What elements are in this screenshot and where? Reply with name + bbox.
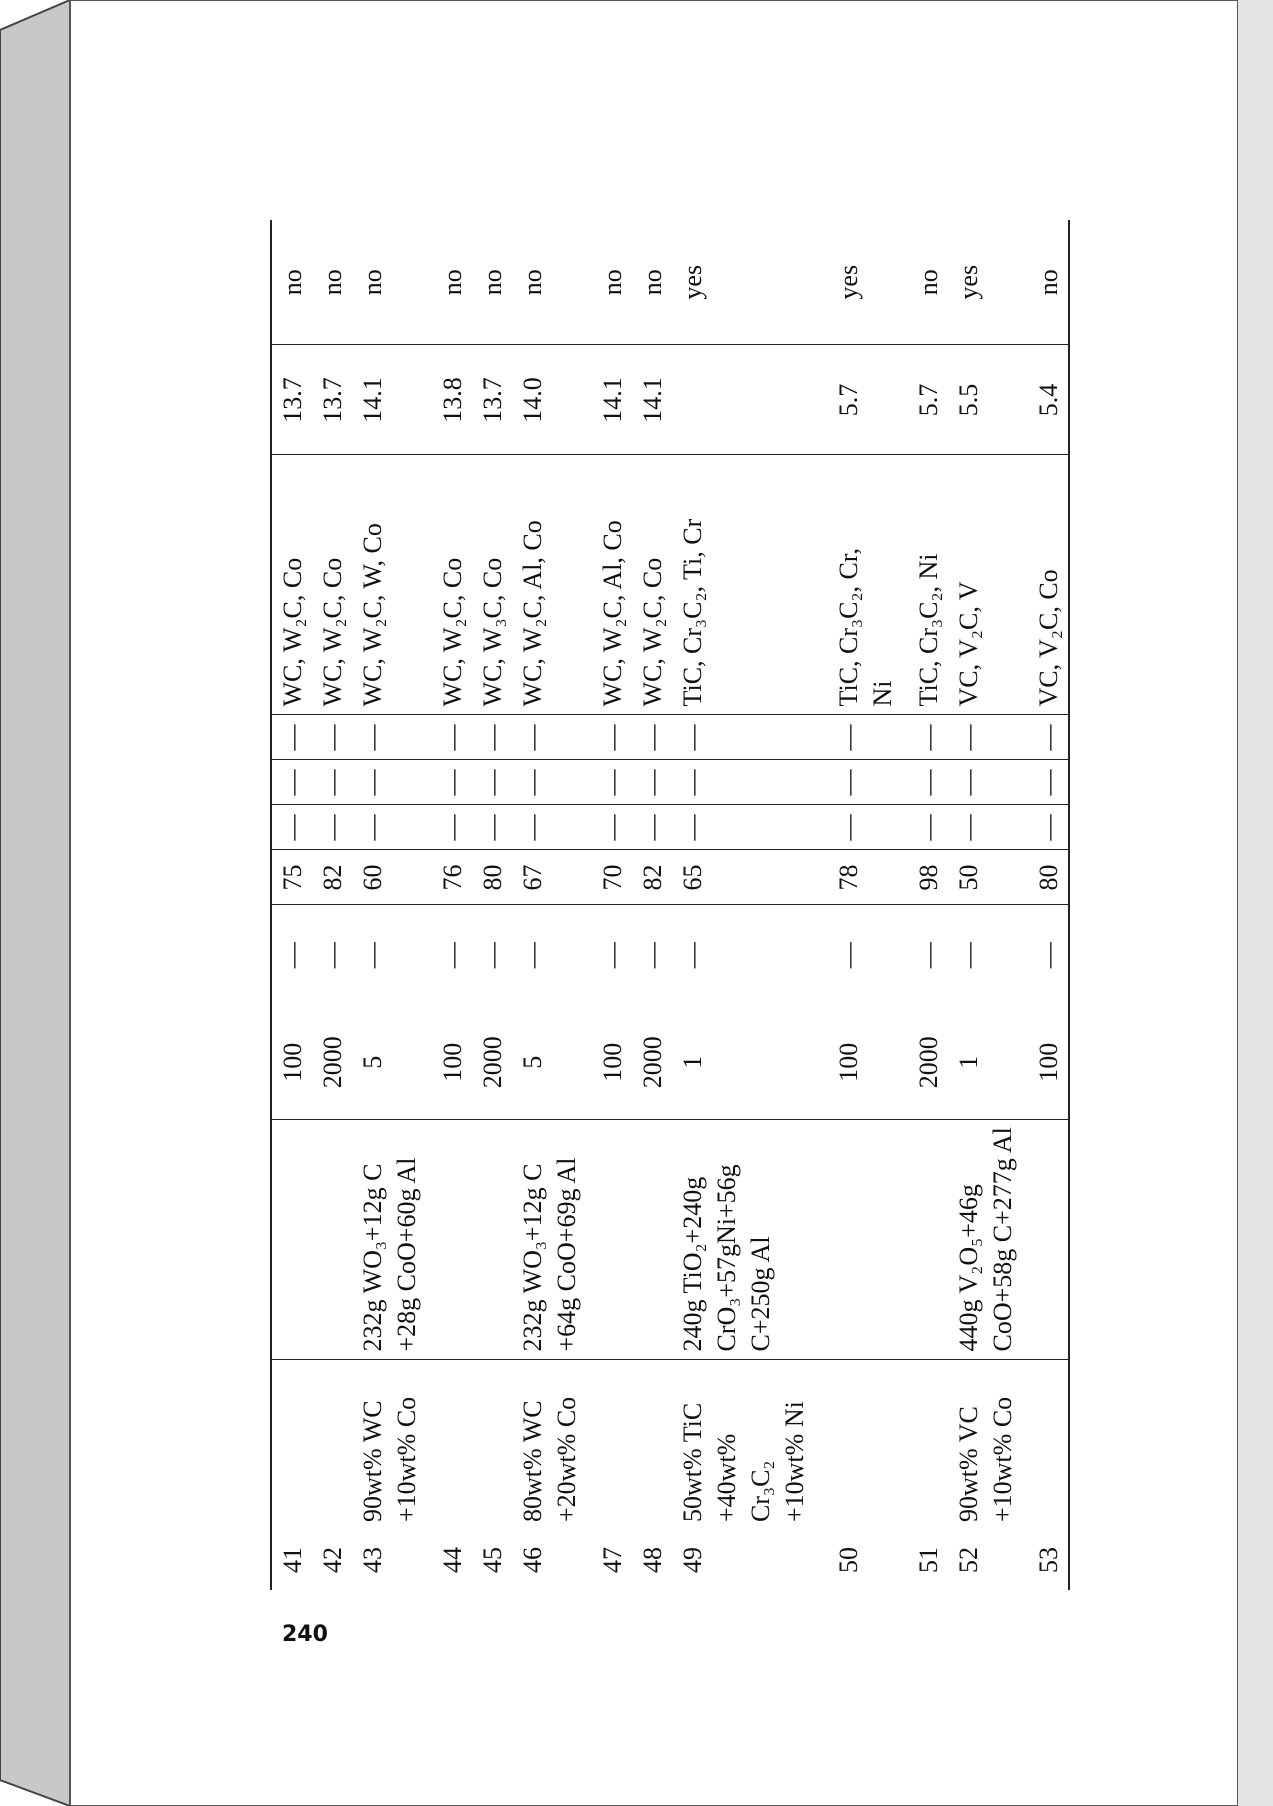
table-row [632,220,672,1590]
col6-value: — [432,715,472,760]
col2-value: — [478,942,507,969]
density-cell: 13.7 [472,345,512,455]
reactants-cell [592,1120,632,1360]
col1-value: 100 [828,1005,908,1120]
col5-value: — [352,760,432,805]
col5-value: — [632,760,672,805]
col6-value: — [1028,715,1069,760]
composition-cell [1028,1360,1069,1530]
col6-value: — [672,715,828,760]
table-row [512,220,592,1590]
col4-value: — [592,805,632,850]
reactants-cell [432,1120,472,1360]
col1-value: 100 [1028,1005,1069,1120]
table-row [592,220,632,1590]
col3-value: 65 [672,850,828,905]
col1-value: 2000 [312,1005,352,1120]
table-row [352,220,432,1590]
flag-cell: no [908,220,948,345]
col4-value: — [472,805,512,850]
table-row [672,220,828,1590]
col6-value: — [828,715,908,760]
col1-value: 100 [592,1005,632,1120]
col3-value: 78 [828,850,908,905]
col4-value: — [512,805,592,850]
flag-cell: no [632,220,672,345]
col3-value: 76 [432,850,472,905]
reactants-cell [1028,1120,1069,1360]
composition-cell [828,1360,908,1530]
density-cell: 5.7 [908,345,948,455]
row-number: 41 [278,1547,307,1573]
reactants-cell: 232g WO₃+12g C +28g CoO+60g Al [352,1120,432,1360]
col2-value: — [638,942,667,969]
col3-value: 50 [948,850,1028,905]
col4-value: — [432,805,472,850]
col1-value: 100 [271,1005,312,1120]
reactants-cell: 240g TiO₂+240g CrO₃+57gNi+56g C+250g Al [672,1120,828,1360]
composition-cell [472,1360,512,1530]
col4-value: — [312,805,352,850]
col2-value: — [914,942,943,969]
col5-value: — [908,760,948,805]
phases-cell: WC, W₂C, Co [271,455,312,715]
phases-cell: VC, V₂C, Co [1028,455,1069,715]
density-cell: 5.4 [1028,345,1069,455]
col1-value: 2000 [472,1005,512,1120]
flag-cell: no [472,220,512,345]
phases-cell: TiC, Cr₃C₂, Ni [908,455,948,715]
composition-cell [312,1360,352,1530]
row-number: 49 [678,1547,707,1573]
density-cell: 14.1 [592,345,632,455]
col5-value: — [1028,760,1069,805]
flag-cell: no [312,220,352,345]
col2-value: — [1034,942,1063,969]
table-row [472,220,512,1590]
phases-cell: WC, W₂C, Co [432,455,472,715]
reactants-cell [908,1120,948,1360]
col1-value: 5 [512,1005,592,1120]
composition-cell [632,1360,672,1530]
col4-value: — [908,805,948,850]
col6-value: — [908,715,948,760]
col2-value: — [318,942,347,969]
col5-value: — [312,760,352,805]
density-cell: 5.7 [828,345,908,455]
row-number: 45 [478,1547,507,1573]
flag-cell: no [432,220,472,345]
col1-value: 1 [948,1005,1028,1120]
composition-cell: 90wt% VC +10wt% Co [954,1396,1017,1522]
col2-value: — [278,942,307,969]
phases-cell: WC, W₂C, W, Co [352,455,432,715]
phases-cell: WC, W₂C, Co [632,455,672,715]
col6-value: — [632,715,672,760]
col3-value: 82 [632,850,672,905]
col5-value: — [271,760,312,805]
col4-value: — [1028,805,1069,850]
table-row [908,220,948,1590]
density-cell: 13.8 [432,345,472,455]
col5-value: — [512,760,592,805]
col3-value: 60 [352,850,432,905]
phases-cell: WC, W₃C, Co [472,455,512,715]
composition-cell: 90wt% WC +10wt% Co [358,1396,421,1522]
reactants-cell: 440g V₂O₅+46g CoO+58g C+277g Al [948,1120,1028,1360]
col4-value: — [828,805,908,850]
flag-cell: no [1028,220,1069,345]
phases-cell: WC, W₂C, Co [312,455,352,715]
row-number: 43 [358,1547,387,1573]
row-number: 42 [318,1547,347,1573]
flag-cell: yes [672,220,828,345]
composition-cell [432,1360,472,1530]
col1-value: 5 [352,1005,432,1120]
col2-value: — [438,942,467,969]
col6-value: — [948,715,1028,760]
col2-value: — [678,942,707,969]
col4-value: — [632,805,672,850]
col3-value: 82 [312,850,352,905]
col6-value: — [271,715,312,760]
flag-cell: yes [948,220,1028,345]
rotated-table-container [270,220,1100,1590]
composition-cell: 80wt% WC +20wt% Co [518,1396,581,1522]
table-body [271,220,1069,1590]
phases-cell: TiC, Cr₃C₂, Cr, Ni [828,455,908,715]
col6-value: — [352,715,432,760]
phases-cell: TiC, Cr₃C₂, Ti, Cr [672,455,828,715]
density-cell: 14.0 [512,345,592,455]
phases-cell: WC, W₂C, Al, Co [512,455,592,715]
col4-value: — [271,805,312,850]
composition-cell [592,1360,632,1530]
col4-value: — [352,805,432,850]
table-row [1028,220,1069,1590]
col5-value: — [672,760,828,805]
col2-value: — [954,942,983,969]
density-cell: 13.7 [271,345,312,455]
table-row [432,220,472,1590]
data-table [270,220,1070,1590]
row-number: 47 [598,1547,627,1573]
reactants-cell [312,1120,352,1360]
row-number: 51 [914,1547,943,1573]
col3-value: 80 [472,850,512,905]
row-number: 50 [834,1547,863,1573]
flag-cell: no [352,220,432,345]
col1-value: 2000 [908,1005,948,1120]
reactants-cell: 232g WO₃+12g C +64g CoO+69g Al [512,1120,592,1360]
flag-cell: no [592,220,632,345]
col4-value: — [672,805,828,850]
reactants-cell [632,1120,672,1360]
col1-value: 100 [432,1005,472,1120]
row-number: 46 [518,1547,547,1573]
composition-cell: 50wt% TiC +40wt% Cr₃C₂ +10wt% Ni [678,1401,809,1522]
col6-value: — [472,715,512,760]
density-cell: 14.1 [632,345,672,455]
col2-value: — [598,942,627,969]
reactants-cell [828,1120,908,1360]
col3-value: 70 [592,850,632,905]
density-cell: 13.7 [312,345,352,455]
col5-value: — [948,760,1028,805]
density-cell: 5.5 [948,345,1028,455]
flag-cell: no [512,220,592,345]
page-number: 240 [282,1622,328,1647]
phases-cell: VC, V₂C, V [948,455,1028,715]
col2-value: — [834,942,863,969]
reactants-cell [271,1120,312,1360]
table-row [271,220,312,1590]
col5-value: — [828,760,908,805]
row-number: 53 [1034,1547,1063,1573]
table-row [312,220,352,1590]
density-cell: 14.1 [352,345,432,455]
row-number: 48 [638,1547,667,1573]
col6-value: — [592,715,632,760]
row-number: 52 [954,1547,983,1573]
composition-cell [908,1360,948,1530]
col6-value: — [312,715,352,760]
reactants-cell [472,1120,512,1360]
col3-value: 67 [512,850,592,905]
table-row [828,220,908,1590]
col1-value: 2000 [632,1005,672,1120]
col2-value: — [518,942,547,969]
table-row [948,220,1028,1590]
flag-cell: yes [828,220,908,345]
col3-value: 98 [908,850,948,905]
row-number: 44 [438,1547,467,1573]
col2-value: — [358,942,387,969]
col5-value: — [432,760,472,805]
col3-value: 75 [271,850,312,905]
col3-value: 80 [1028,850,1069,905]
col4-value: — [948,805,1028,850]
col5-value: — [592,760,632,805]
col5-value: — [472,760,512,805]
density-cell [672,345,828,455]
composition-cell [271,1360,312,1530]
col6-value: — [512,715,592,760]
flag-cell: no [271,220,312,345]
phases-cell: WC, W₂C, Al, Co [592,455,632,715]
col1-value: 1 [672,1005,828,1120]
